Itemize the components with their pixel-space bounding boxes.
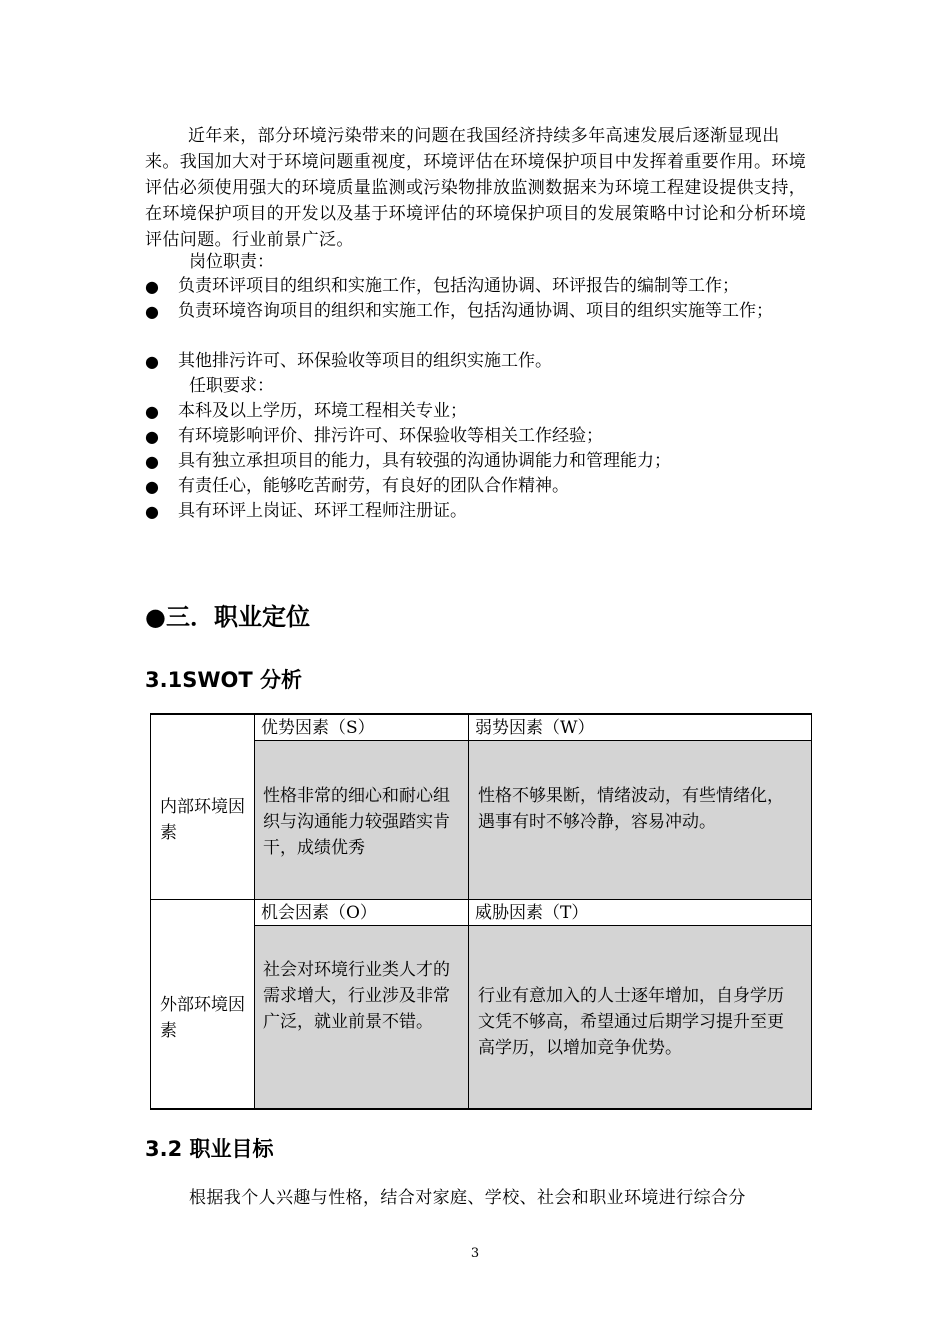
list-item	[145, 399, 809, 424]
bullet-icon: ●	[145, 352, 159, 371]
opportunities-header: 机会因素（O）	[261, 903, 377, 923]
list-item	[145, 449, 809, 474]
duty-text: 负责环评项目的组织和实施工作，包括沟通协调、环评报告的编制等工作；	[178, 276, 739, 296]
weaknesses-header: 弱势因素（W）	[475, 718, 595, 738]
strengths-header: 优势因素（S）	[261, 718, 375, 738]
threats-text: 行业有意加入的人士逐年增加，自身学历文凭不够高，希望通过后期学习提升至更高学历，以增加竞争优势。	[478, 986, 784, 1058]
section-heading: ●三．职业定位	[145, 603, 310, 631]
requirements-label: 任职要求：	[189, 376, 274, 396]
goal-paragraph: 根据我个人兴趣与性格，结合对家庭、学校、社会和职业环境进行综合分	[189, 1188, 746, 1208]
list-item	[145, 349, 809, 374]
page-number: 3	[470, 1246, 480, 1261]
list-item	[145, 274, 809, 299]
list-item	[145, 499, 809, 524]
swot-heading: 3.1SWOT 分析	[145, 668, 302, 692]
list-item	[145, 474, 809, 499]
list-item	[145, 424, 809, 449]
bullet-icon: ●	[145, 502, 159, 521]
bullet-icon: ●	[145, 302, 159, 321]
external-factors-label: 外部环境因素	[160, 995, 245, 1041]
goal-heading: 3.2 职业目标	[145, 1137, 274, 1161]
requirement-text: 具有独立承担项目的能力，具有较强的沟通协调能力和管理能力；	[178, 451, 671, 471]
internal-factors-label: 内部环境因素	[160, 797, 245, 843]
duty-text: 负责环境咨询项目的组织和实施工作，包括沟通协调、项目的组织实施等工作；	[178, 301, 773, 321]
weaknesses-text: 性格不够果断，情绪波动，有些情绪化，遇事有时不够冷静，容易冲动。	[478, 786, 784, 832]
requirement-text: 本科及以上学历，环境工程相关专业；	[178, 401, 467, 421]
requirement-text: 有责任心，能够吃苦耐劳，有良好的团队合作精神。	[178, 476, 569, 496]
bullet-icon: ●	[145, 277, 159, 296]
duty-text: 其他排污许可、环保验收等项目的组织实施工作。	[178, 351, 552, 371]
swot-table	[150, 713, 812, 1110]
list-item	[145, 299, 809, 324]
bullet-icon: ●	[145, 452, 159, 471]
bullet-icon: ●	[145, 402, 159, 421]
opportunities-text: 社会对环境行业类人才的需求增大，行业涉及非常广泛，就业前景不错。	[263, 960, 450, 1032]
grid-line	[468, 715, 469, 1108]
duties-label: 岗位职责：	[189, 252, 274, 272]
strengths-text: 性格非常的细心和耐心组织与沟通能力较强踏实肯干，成绩优秀	[263, 786, 450, 858]
threats-header: 威胁因素（T）	[475, 903, 589, 923]
requirement-text: 具有环评上岗证、环评工程师注册证。	[178, 501, 467, 521]
requirement-text: 有环境影响评价、排污许可、环保验收等相关工作经验；	[178, 426, 603, 446]
intro-paragraph: 近年来，部分环境污染带来的问题在我国经济持续多年高速发展后逐渐显现出来。我国加大对于环境问题重视度，环境评估在环境保护项目中发挥着重要作用。环境评估必须使用强大的环境质量监测或污染物排放监测数据来为环境工程建设提供支持，在环境保护项目的开发以及基于环境评估的环境保护项目的发展策略中讨论和分析环境评估问题。行业前景广泛。	[145, 126, 807, 250]
bullet-icon: ●	[145, 477, 159, 496]
grid-line	[254, 715, 255, 1108]
bullet-icon: ●	[145, 427, 159, 446]
